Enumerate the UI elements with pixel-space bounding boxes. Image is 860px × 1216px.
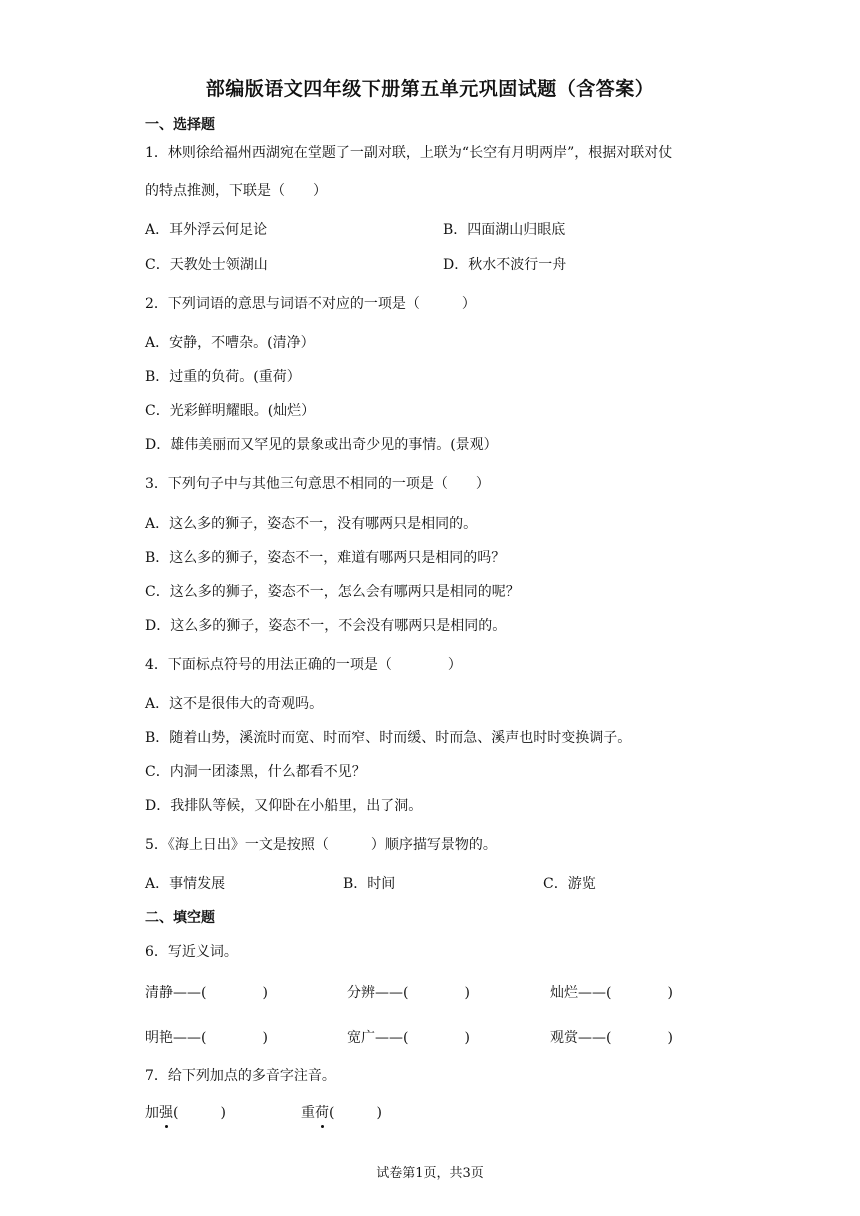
question-4-stem: 4．下面标点符号的用法正确的一项是（ ） bbox=[145, 657, 462, 673]
question-3-stem: 3．下列句子中与其他三句意思不相同的一项是（ ） bbox=[145, 476, 490, 492]
question-2-option-a: A．安静，不嘈杂。(清净） bbox=[145, 335, 315, 351]
synonym-blank: 清静——( ) bbox=[145, 985, 268, 1001]
pinyin-blank: ( ) bbox=[329, 1105, 382, 1121]
page-title: 部编版语文四年级下册第五单元巩固试题（含答案） bbox=[205, 78, 655, 100]
question-5-option-a: A．事情发展 bbox=[145, 876, 226, 892]
question-5-option-b: B．时间 bbox=[343, 876, 396, 892]
question-4-option-d: D．我排队等候，又仰卧在小船里，出了洞。 bbox=[145, 798, 423, 814]
question-6-stem: 6．写近义词。 bbox=[145, 944, 238, 960]
question-1-option-a: A．耳外浮云何足论 bbox=[145, 222, 268, 238]
question-5-stem: 5．《海上日出》一文是按照（ ）顺序描写景物的。 bbox=[145, 837, 497, 853]
page-footer: 试卷第1页，共3页 bbox=[376, 1166, 484, 1181]
synonym-blank: 宽广——( ) bbox=[347, 1030, 470, 1046]
question-3-option-a: A．这么多的狮子，姿态不一，没有哪两只是相同的。 bbox=[145, 516, 478, 532]
polyphone-item-1 bbox=[145, 1102, 226, 1122]
question-3-option-b: B．这么多的狮子，姿态不一，难道有哪两只是相同的吗？ bbox=[145, 550, 506, 566]
question-1-option-d: D．秋水不波行一舟 bbox=[443, 257, 567, 273]
section-heading-choice: 一、选择题 bbox=[145, 117, 215, 133]
question-5-option-c: C．游览 bbox=[543, 876, 596, 892]
question-3-option-d: D．这么多的狮子，姿态不一，不会没有哪两只是相同的。 bbox=[145, 618, 507, 634]
polyphone-item-2 bbox=[301, 1102, 382, 1122]
question-2-stem: 2．下列词语的意思与词语不对应的一项是（ ） bbox=[145, 296, 476, 312]
polyphone-prefix: 加 bbox=[145, 1105, 159, 1121]
question-1-stem-line1: 1．林则徐给福州西湖宛在堂题了一副对联，上联为“长空有月明两岸”，根据对联对仗 bbox=[145, 145, 673, 161]
section-heading-fill: 二、填空题 bbox=[145, 910, 215, 926]
polyphone-prefix: 重 bbox=[301, 1105, 315, 1121]
pinyin-blank: ( ) bbox=[173, 1105, 226, 1121]
synonym-blank: 观赏——( ) bbox=[550, 1030, 673, 1046]
question-7-stem: 7．给下列加点的多音字注音。 bbox=[145, 1068, 336, 1084]
question-1-option-c: C．天教处士领湖山 bbox=[145, 257, 268, 273]
dotted-character: 荷 bbox=[315, 1102, 329, 1122]
question-3-option-c: C．这么多的狮子，姿态不一，怎么会有哪两只是相同的呢？ bbox=[145, 584, 520, 600]
question-2-option-b: B．过重的负荷。(重荷） bbox=[145, 369, 301, 385]
synonym-blank: 灿烂——( ) bbox=[550, 985, 673, 1001]
question-2-option-d: D．雄伟美丽而又罕见的景象或出奇少见的事情。(景观） bbox=[145, 437, 498, 453]
synonym-blank: 分辨——( ) bbox=[347, 985, 470, 1001]
question-1-stem-line2: 的特点推测，下联是（ ） bbox=[145, 183, 327, 199]
synonym-blank: 明艳——( ) bbox=[145, 1030, 268, 1046]
dotted-character: 强 bbox=[159, 1102, 173, 1122]
question-4-option-b: B．随着山势，溪流时而宽、时而窄、时而缓、时而急、溪声也时时变换调子。 bbox=[145, 730, 632, 746]
question-1-option-b: B．四面湖山归眼底 bbox=[443, 222, 566, 238]
question-4-option-c: C．内洞一团漆黑，什么都看不见？ bbox=[145, 764, 366, 780]
question-2-option-c: C．光彩鲜明耀眼。(灿烂） bbox=[145, 403, 316, 419]
question-4-option-a: A．这不是很伟大的奇观吗。 bbox=[145, 696, 324, 712]
